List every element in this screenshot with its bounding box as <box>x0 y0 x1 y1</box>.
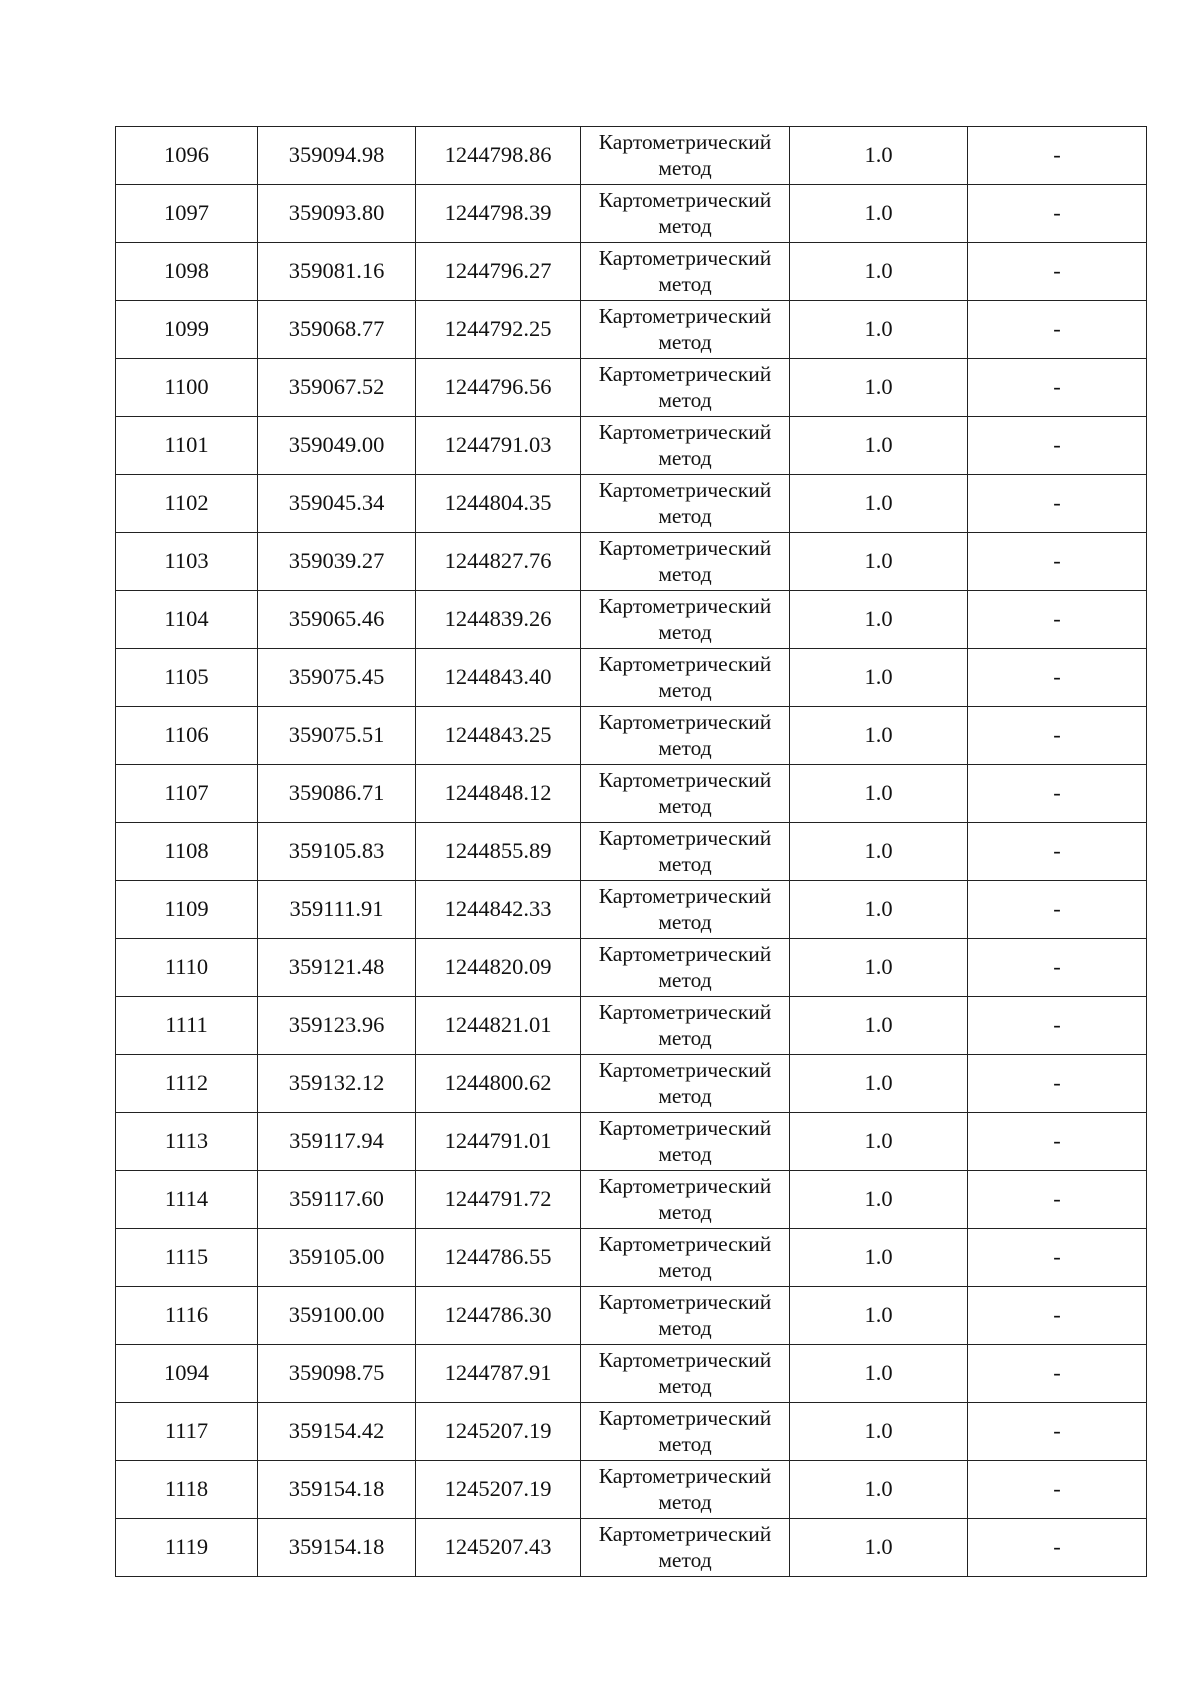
accuracy-cell: 1.0 <box>790 939 968 997</box>
method-cell <box>581 1113 790 1171</box>
y-coordinate-cell: 1244839.26 <box>416 591 581 649</box>
table-row <box>116 1461 1147 1519</box>
method-line-2: метод <box>658 445 712 470</box>
y-coordinate-cell: 1244821.01 <box>416 997 581 1055</box>
table-row <box>116 475 1147 533</box>
y-coordinate-cell: 1244855.89 <box>416 823 581 881</box>
note-cell: - <box>968 997 1147 1055</box>
y-coordinate-cell: 1244804.35 <box>416 475 581 533</box>
x-coordinate-cell: 359086.71 <box>258 765 416 823</box>
method-cell <box>581 1055 790 1113</box>
y-coordinate-cell: 1244827.76 <box>416 533 581 591</box>
method-line-2: метод <box>658 561 712 586</box>
x-coordinate-cell: 359068.77 <box>258 301 416 359</box>
point-number-cell: 1097 <box>116 185 258 243</box>
method-line-1: Картометрический <box>598 1348 772 1373</box>
table-row <box>116 185 1147 243</box>
method-line-2: метод <box>658 1373 712 1398</box>
note-cell: - <box>968 301 1147 359</box>
method-line-2: метод <box>658 1141 712 1166</box>
point-number-cell: 1113 <box>116 1113 258 1171</box>
point-number-cell: 1110 <box>116 939 258 997</box>
method-cell <box>581 707 790 765</box>
note-cell: - <box>968 475 1147 533</box>
method-line-2: метод <box>658 1431 712 1456</box>
note-cell: - <box>968 1287 1147 1345</box>
method-line-1: Картометрический <box>598 478 772 503</box>
x-coordinate-cell: 359094.98 <box>258 127 416 185</box>
point-number-cell: 1104 <box>116 591 258 649</box>
method-line-1: Картометрический <box>598 362 772 387</box>
table-row <box>116 127 1147 185</box>
method-line-2: метод <box>658 1489 712 1514</box>
note-cell: - <box>968 243 1147 301</box>
method-line-1: Картометрический <box>598 420 772 445</box>
method-line-1: Картометрический <box>598 1464 772 1489</box>
x-coordinate-cell: 359117.94 <box>258 1113 416 1171</box>
accuracy-cell: 1.0 <box>790 765 968 823</box>
method-line-2: метод <box>658 1257 712 1282</box>
point-number-cell: 1106 <box>116 707 258 765</box>
y-coordinate-cell: 1245207.19 <box>416 1461 581 1519</box>
y-coordinate-cell: 1244820.09 <box>416 939 581 997</box>
accuracy-cell: 1.0 <box>790 823 968 881</box>
method-line-1: Картометрический <box>598 710 772 735</box>
note-cell: - <box>968 823 1147 881</box>
table-row <box>116 649 1147 707</box>
point-number-cell: 1118 <box>116 1461 258 1519</box>
method-line-2: метод <box>658 271 712 296</box>
method-line-1: Картометрический <box>598 942 772 967</box>
accuracy-cell: 1.0 <box>790 591 968 649</box>
x-coordinate-cell: 359111.91 <box>258 881 416 939</box>
y-coordinate-cell: 1244798.39 <box>416 185 581 243</box>
y-coordinate-cell: 1244792.25 <box>416 301 581 359</box>
accuracy-cell: 1.0 <box>790 475 968 533</box>
x-coordinate-cell: 359121.48 <box>258 939 416 997</box>
table-row <box>116 1113 1147 1171</box>
point-number-cell: 1111 <box>116 997 258 1055</box>
method-cell <box>581 127 790 185</box>
table-row <box>116 707 1147 765</box>
method-line-1: Картометрический <box>598 536 772 561</box>
method-line-1: Картометрический <box>598 594 772 619</box>
method-line-1: Картометрический <box>598 884 772 909</box>
method-line-2: метод <box>658 329 712 354</box>
method-cell <box>581 1461 790 1519</box>
table-row <box>116 533 1147 591</box>
method-line-2: метод <box>658 851 712 876</box>
method-line-1: Картометрический <box>598 1406 772 1431</box>
method-line-2: метод <box>658 735 712 760</box>
table-row <box>116 1403 1147 1461</box>
accuracy-cell: 1.0 <box>790 1519 968 1577</box>
note-cell: - <box>968 881 1147 939</box>
accuracy-cell: 1.0 <box>790 1345 968 1403</box>
y-coordinate-cell: 1244842.33 <box>416 881 581 939</box>
method-line-2: метод <box>658 503 712 528</box>
accuracy-cell: 1.0 <box>790 127 968 185</box>
method-cell <box>581 881 790 939</box>
table-row <box>116 1519 1147 1577</box>
accuracy-cell: 1.0 <box>790 707 968 765</box>
method-line-1: Картометрический <box>598 304 772 329</box>
x-coordinate-cell: 359100.00 <box>258 1287 416 1345</box>
table-row <box>116 591 1147 649</box>
method-cell <box>581 533 790 591</box>
y-coordinate-cell: 1245207.43 <box>416 1519 581 1577</box>
accuracy-cell: 1.0 <box>790 1403 968 1461</box>
table-row <box>116 1229 1147 1287</box>
x-coordinate-cell: 359154.18 <box>258 1519 416 1577</box>
note-cell: - <box>968 1461 1147 1519</box>
accuracy-cell: 1.0 <box>790 1171 968 1229</box>
note-cell: - <box>968 707 1147 765</box>
x-coordinate-cell: 359132.12 <box>258 1055 416 1113</box>
y-coordinate-cell: 1244787.91 <box>416 1345 581 1403</box>
method-line-2: метод <box>658 1315 712 1340</box>
point-number-cell: 1108 <box>116 823 258 881</box>
method-line-1: Картометрический <box>598 1232 772 1257</box>
method-cell <box>581 765 790 823</box>
note-cell: - <box>968 533 1147 591</box>
y-coordinate-cell: 1244798.86 <box>416 127 581 185</box>
point-number-cell: 1100 <box>116 359 258 417</box>
method-cell <box>581 185 790 243</box>
y-coordinate-cell: 1244800.62 <box>416 1055 581 1113</box>
note-cell: - <box>968 1171 1147 1229</box>
note-cell: - <box>968 359 1147 417</box>
table-row <box>116 1171 1147 1229</box>
table-row <box>116 939 1147 997</box>
x-coordinate-cell: 359123.96 <box>258 997 416 1055</box>
accuracy-cell: 1.0 <box>790 881 968 939</box>
x-coordinate-cell: 359105.83 <box>258 823 416 881</box>
note-cell: - <box>968 1345 1147 1403</box>
accuracy-cell: 1.0 <box>790 1113 968 1171</box>
point-number-cell: 1117 <box>116 1403 258 1461</box>
accuracy-cell: 1.0 <box>790 649 968 707</box>
y-coordinate-cell: 1245207.19 <box>416 1403 581 1461</box>
method-line-1: Картометрический <box>598 1174 772 1199</box>
point-number-cell: 1115 <box>116 1229 258 1287</box>
method-line-2: метод <box>658 909 712 934</box>
x-coordinate-cell: 359154.18 <box>258 1461 416 1519</box>
method-cell <box>581 475 790 533</box>
y-coordinate-cell: 1244791.72 <box>416 1171 581 1229</box>
method-cell <box>581 301 790 359</box>
accuracy-cell: 1.0 <box>790 185 968 243</box>
method-line-2: метод <box>658 1083 712 1108</box>
table-row <box>116 881 1147 939</box>
y-coordinate-cell: 1244796.27 <box>416 243 581 301</box>
method-line-2: метод <box>658 793 712 818</box>
point-number-cell: 1102 <box>116 475 258 533</box>
table-row <box>116 823 1147 881</box>
method-cell <box>581 1519 790 1577</box>
note-cell: - <box>968 765 1147 823</box>
method-cell <box>581 591 790 649</box>
method-line-1: Картометрический <box>598 652 772 677</box>
method-cell <box>581 1345 790 1403</box>
table-row <box>116 1055 1147 1113</box>
x-coordinate-cell: 359093.80 <box>258 185 416 243</box>
x-coordinate-cell: 359049.00 <box>258 417 416 475</box>
x-coordinate-cell: 359067.52 <box>258 359 416 417</box>
note-cell: - <box>968 417 1147 475</box>
y-coordinate-cell: 1244796.56 <box>416 359 581 417</box>
method-cell <box>581 997 790 1055</box>
x-coordinate-cell: 359075.45 <box>258 649 416 707</box>
note-cell: - <box>968 1113 1147 1171</box>
coordinates-table-body <box>116 127 1147 1577</box>
accuracy-cell: 1.0 <box>790 359 968 417</box>
point-number-cell: 1099 <box>116 301 258 359</box>
method-line-1: Картометрический <box>598 246 772 271</box>
x-coordinate-cell: 359117.60 <box>258 1171 416 1229</box>
accuracy-cell: 1.0 <box>790 243 968 301</box>
method-line-2: метод <box>658 213 712 238</box>
accuracy-cell: 1.0 <box>790 997 968 1055</box>
method-line-1: Картометрический <box>598 1522 772 1547</box>
note-cell: - <box>968 939 1147 997</box>
accuracy-cell: 1.0 <box>790 533 968 591</box>
note-cell: - <box>968 1055 1147 1113</box>
accuracy-cell: 1.0 <box>790 1287 968 1345</box>
point-number-cell: 1105 <box>116 649 258 707</box>
coordinates-table <box>115 126 1147 1577</box>
table-row <box>116 359 1147 417</box>
method-line-2: метод <box>658 619 712 644</box>
point-number-cell: 1101 <box>116 417 258 475</box>
table-row <box>116 765 1147 823</box>
method-cell <box>581 417 790 475</box>
y-coordinate-cell: 1244786.30 <box>416 1287 581 1345</box>
method-line-2: метод <box>658 677 712 702</box>
x-coordinate-cell: 359039.27 <box>258 533 416 591</box>
method-line-2: метод <box>658 155 712 180</box>
method-cell <box>581 1287 790 1345</box>
table-row <box>116 243 1147 301</box>
method-line-2: метод <box>658 1547 712 1572</box>
y-coordinate-cell: 1244791.03 <box>416 417 581 475</box>
method-cell <box>581 1403 790 1461</box>
method-cell <box>581 243 790 301</box>
method-line-1: Картометрический <box>598 826 772 851</box>
accuracy-cell: 1.0 <box>790 301 968 359</box>
table-row <box>116 1287 1147 1345</box>
point-number-cell: 1109 <box>116 881 258 939</box>
x-coordinate-cell: 359081.16 <box>258 243 416 301</box>
table-row <box>116 417 1147 475</box>
method-cell <box>581 359 790 417</box>
method-line-1: Картометрический <box>598 1000 772 1025</box>
point-number-cell: 1116 <box>116 1287 258 1345</box>
accuracy-cell: 1.0 <box>790 1461 968 1519</box>
table-row <box>116 1345 1147 1403</box>
method-cell <box>581 823 790 881</box>
y-coordinate-cell: 1244848.12 <box>416 765 581 823</box>
point-number-cell: 1112 <box>116 1055 258 1113</box>
point-number-cell: 1098 <box>116 243 258 301</box>
accuracy-cell: 1.0 <box>790 1229 968 1287</box>
note-cell: - <box>968 1229 1147 1287</box>
y-coordinate-cell: 1244791.01 <box>416 1113 581 1171</box>
y-coordinate-cell: 1244843.25 <box>416 707 581 765</box>
method-cell <box>581 649 790 707</box>
method-line-2: метод <box>658 1199 712 1224</box>
method-line-1: Картометрический <box>598 768 772 793</box>
note-cell: - <box>968 1403 1147 1461</box>
method-cell <box>581 1229 790 1287</box>
x-coordinate-cell: 359075.51 <box>258 707 416 765</box>
table-row <box>116 301 1147 359</box>
method-cell <box>581 939 790 997</box>
note-cell: - <box>968 649 1147 707</box>
method-line-2: метод <box>658 387 712 412</box>
x-coordinate-cell: 359154.42 <box>258 1403 416 1461</box>
note-cell: - <box>968 1519 1147 1577</box>
x-coordinate-cell: 359098.75 <box>258 1345 416 1403</box>
table-row <box>116 997 1147 1055</box>
y-coordinate-cell: 1244843.40 <box>416 649 581 707</box>
method-line-1: Картометрический <box>598 188 772 213</box>
note-cell: - <box>968 185 1147 243</box>
accuracy-cell: 1.0 <box>790 1055 968 1113</box>
method-line-2: метод <box>658 1025 712 1050</box>
method-cell <box>581 1171 790 1229</box>
point-number-cell: 1096 <box>116 127 258 185</box>
point-number-cell: 1094 <box>116 1345 258 1403</box>
method-line-1: Картометрический <box>598 1116 772 1141</box>
point-number-cell: 1119 <box>116 1519 258 1577</box>
note-cell: - <box>968 127 1147 185</box>
method-line-1: Картометрический <box>598 130 772 155</box>
point-number-cell: 1107 <box>116 765 258 823</box>
x-coordinate-cell: 359045.34 <box>258 475 416 533</box>
note-cell: - <box>968 591 1147 649</box>
point-number-cell: 1114 <box>116 1171 258 1229</box>
accuracy-cell: 1.0 <box>790 417 968 475</box>
point-number-cell: 1103 <box>116 533 258 591</box>
method-line-1: Картометрический <box>598 1058 772 1083</box>
method-line-1: Картометрический <box>598 1290 772 1315</box>
method-line-2: метод <box>658 967 712 992</box>
x-coordinate-cell: 359065.46 <box>258 591 416 649</box>
x-coordinate-cell: 359105.00 <box>258 1229 416 1287</box>
y-coordinate-cell: 1244786.55 <box>416 1229 581 1287</box>
